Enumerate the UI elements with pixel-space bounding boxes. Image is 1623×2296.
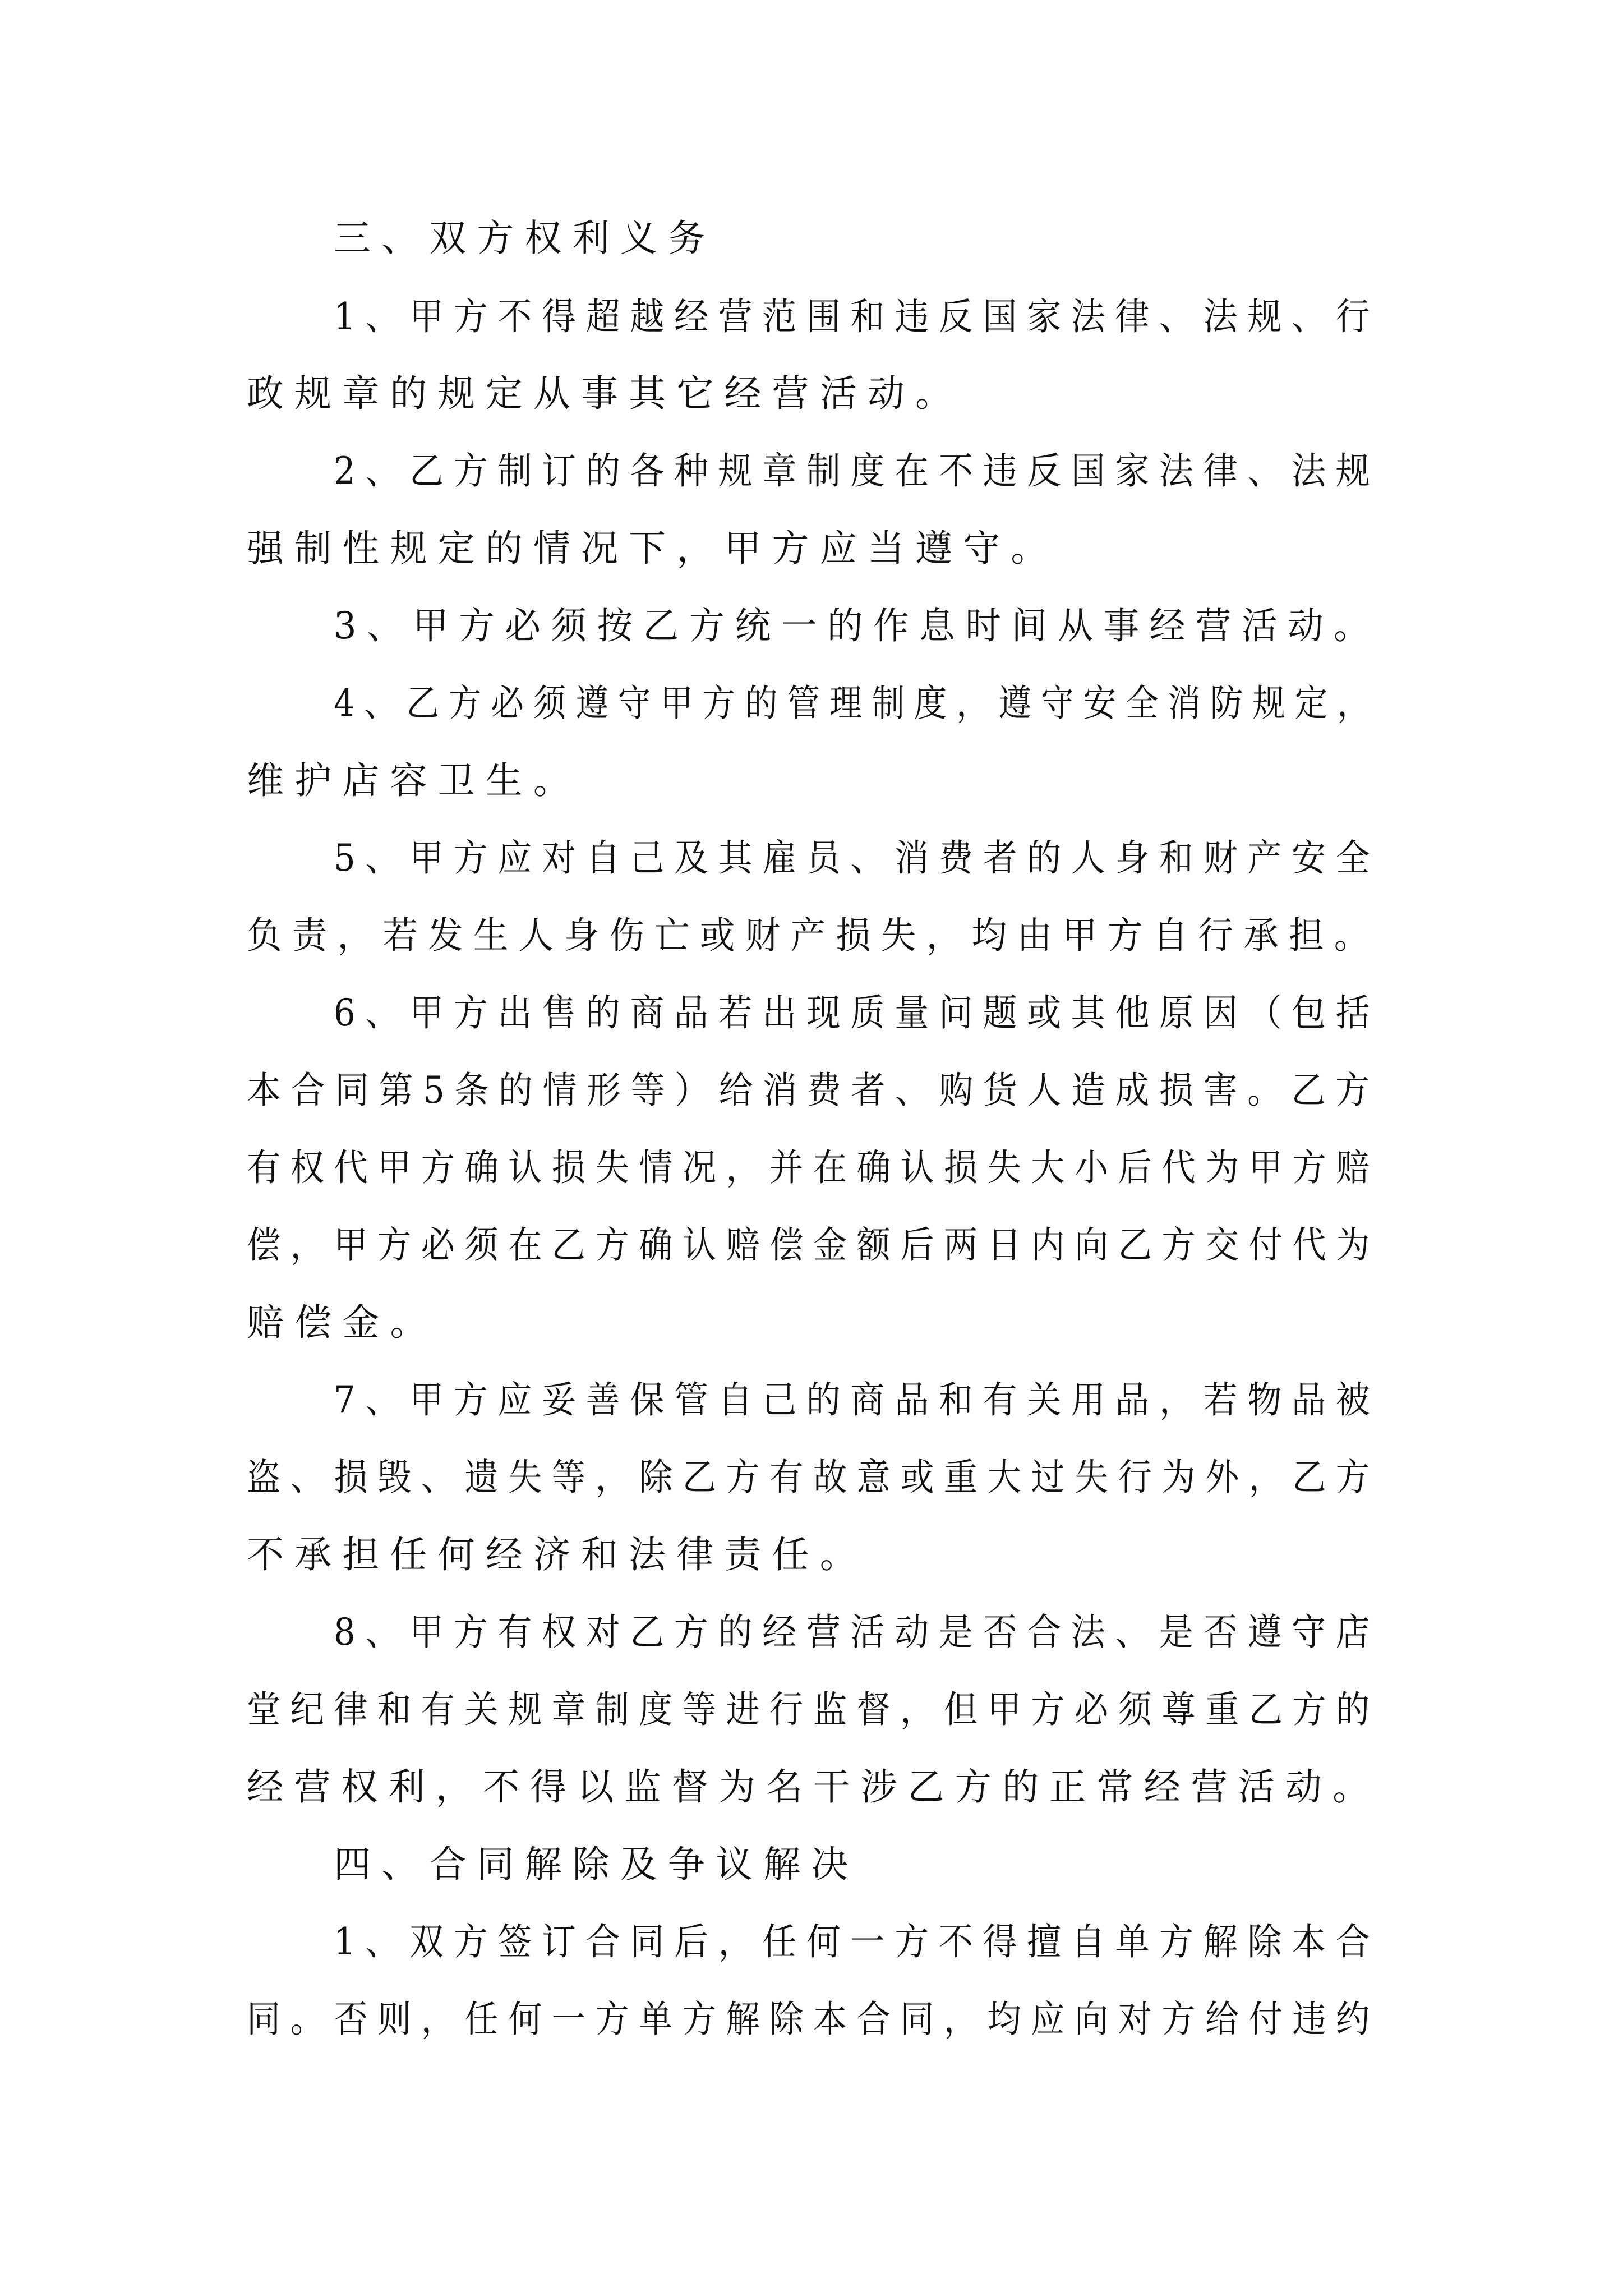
clause-6-line-2: 本合同第5条的情形等）给消费者、购货人造成损害。乙方: [247, 1069, 1380, 1112]
termination-clause-1-line-1: 1、双方签订合同后，任何一方不得擅自单方解除本合: [334, 1920, 1380, 1963]
termination-clause-1-line-2: 同。否则，任何一方单方解除本合同，均应向对方给付违约: [247, 1998, 1380, 2041]
clause-6-line-5: 赔偿金。: [247, 1301, 438, 1344]
clause-8-line-2: 堂纪律和有关规章制度等进行监督，但甲方必须尊重乙方的: [247, 1688, 1380, 1731]
section-heading-rights-obligations: 三、双方权利义务: [334, 217, 716, 260]
clause-6-line-1: 6、甲方出售的商品若出现质量问题或其他原因（包括: [334, 991, 1380, 1034]
clause-1-line-1: 1、甲方不得超越经营范围和违反国家法律、法规、行: [334, 295, 1380, 338]
clause-7-line-2: 盗、损毁、遗失等，除乙方有故意或重大过失行为外，乙方: [247, 1456, 1380, 1499]
clause-5-line-2: 负责，若发生人身伤亡或财产损失，均由甲方自行承担。: [247, 914, 1380, 957]
clause-3-line-1: 3、甲方必须按乙方统一的作息时间从事经营活动。: [334, 604, 1380, 647]
section-heading-termination-disputes: 四、合同解除及争议解决: [334, 1843, 859, 1886]
clause-7-line-3: 不承担任何经济和法律责任。: [247, 1533, 868, 1576]
clause-8-line-1: 8、甲方有权对乙方的经营活动是否合法、是否遵守店: [334, 1611, 1380, 1654]
clause-1-line-2: 政规章的规定从事其它经营活动。: [247, 372, 963, 415]
clause-4-line-2: 维护店容卫生。: [247, 759, 581, 802]
clause-6-line-3: 有权代甲方确认损失情况，并在确认损失大小后代为甲方赔: [247, 1146, 1380, 1189]
clause-7-line-1: 7、甲方应妥善保管自己的商品和有关用品，若物品被: [334, 1378, 1380, 1421]
clause-6-line-4: 偿，甲方必须在乙方确认赔偿金额后两日内向乙方交付代为: [247, 1223, 1380, 1267]
clause-2-line-1: 2、乙方制订的各种规章制度在不违反国家法律、法规: [334, 449, 1380, 493]
clause-2-line-2: 强制性规定的情况下，甲方应当遵守。: [247, 527, 1059, 570]
clause-8-line-3: 经营权利，不得以监督为名干涉乙方的正常经营活动。: [247, 1765, 1380, 1809]
clause-4-line-1: 4、乙方必须遵守甲方的管理制度，遵守安全消防规定，: [334, 682, 1380, 725]
clause-5-line-1: 5、甲方应对自己及其雇员、消费者的人身和财产安全: [334, 836, 1380, 880]
